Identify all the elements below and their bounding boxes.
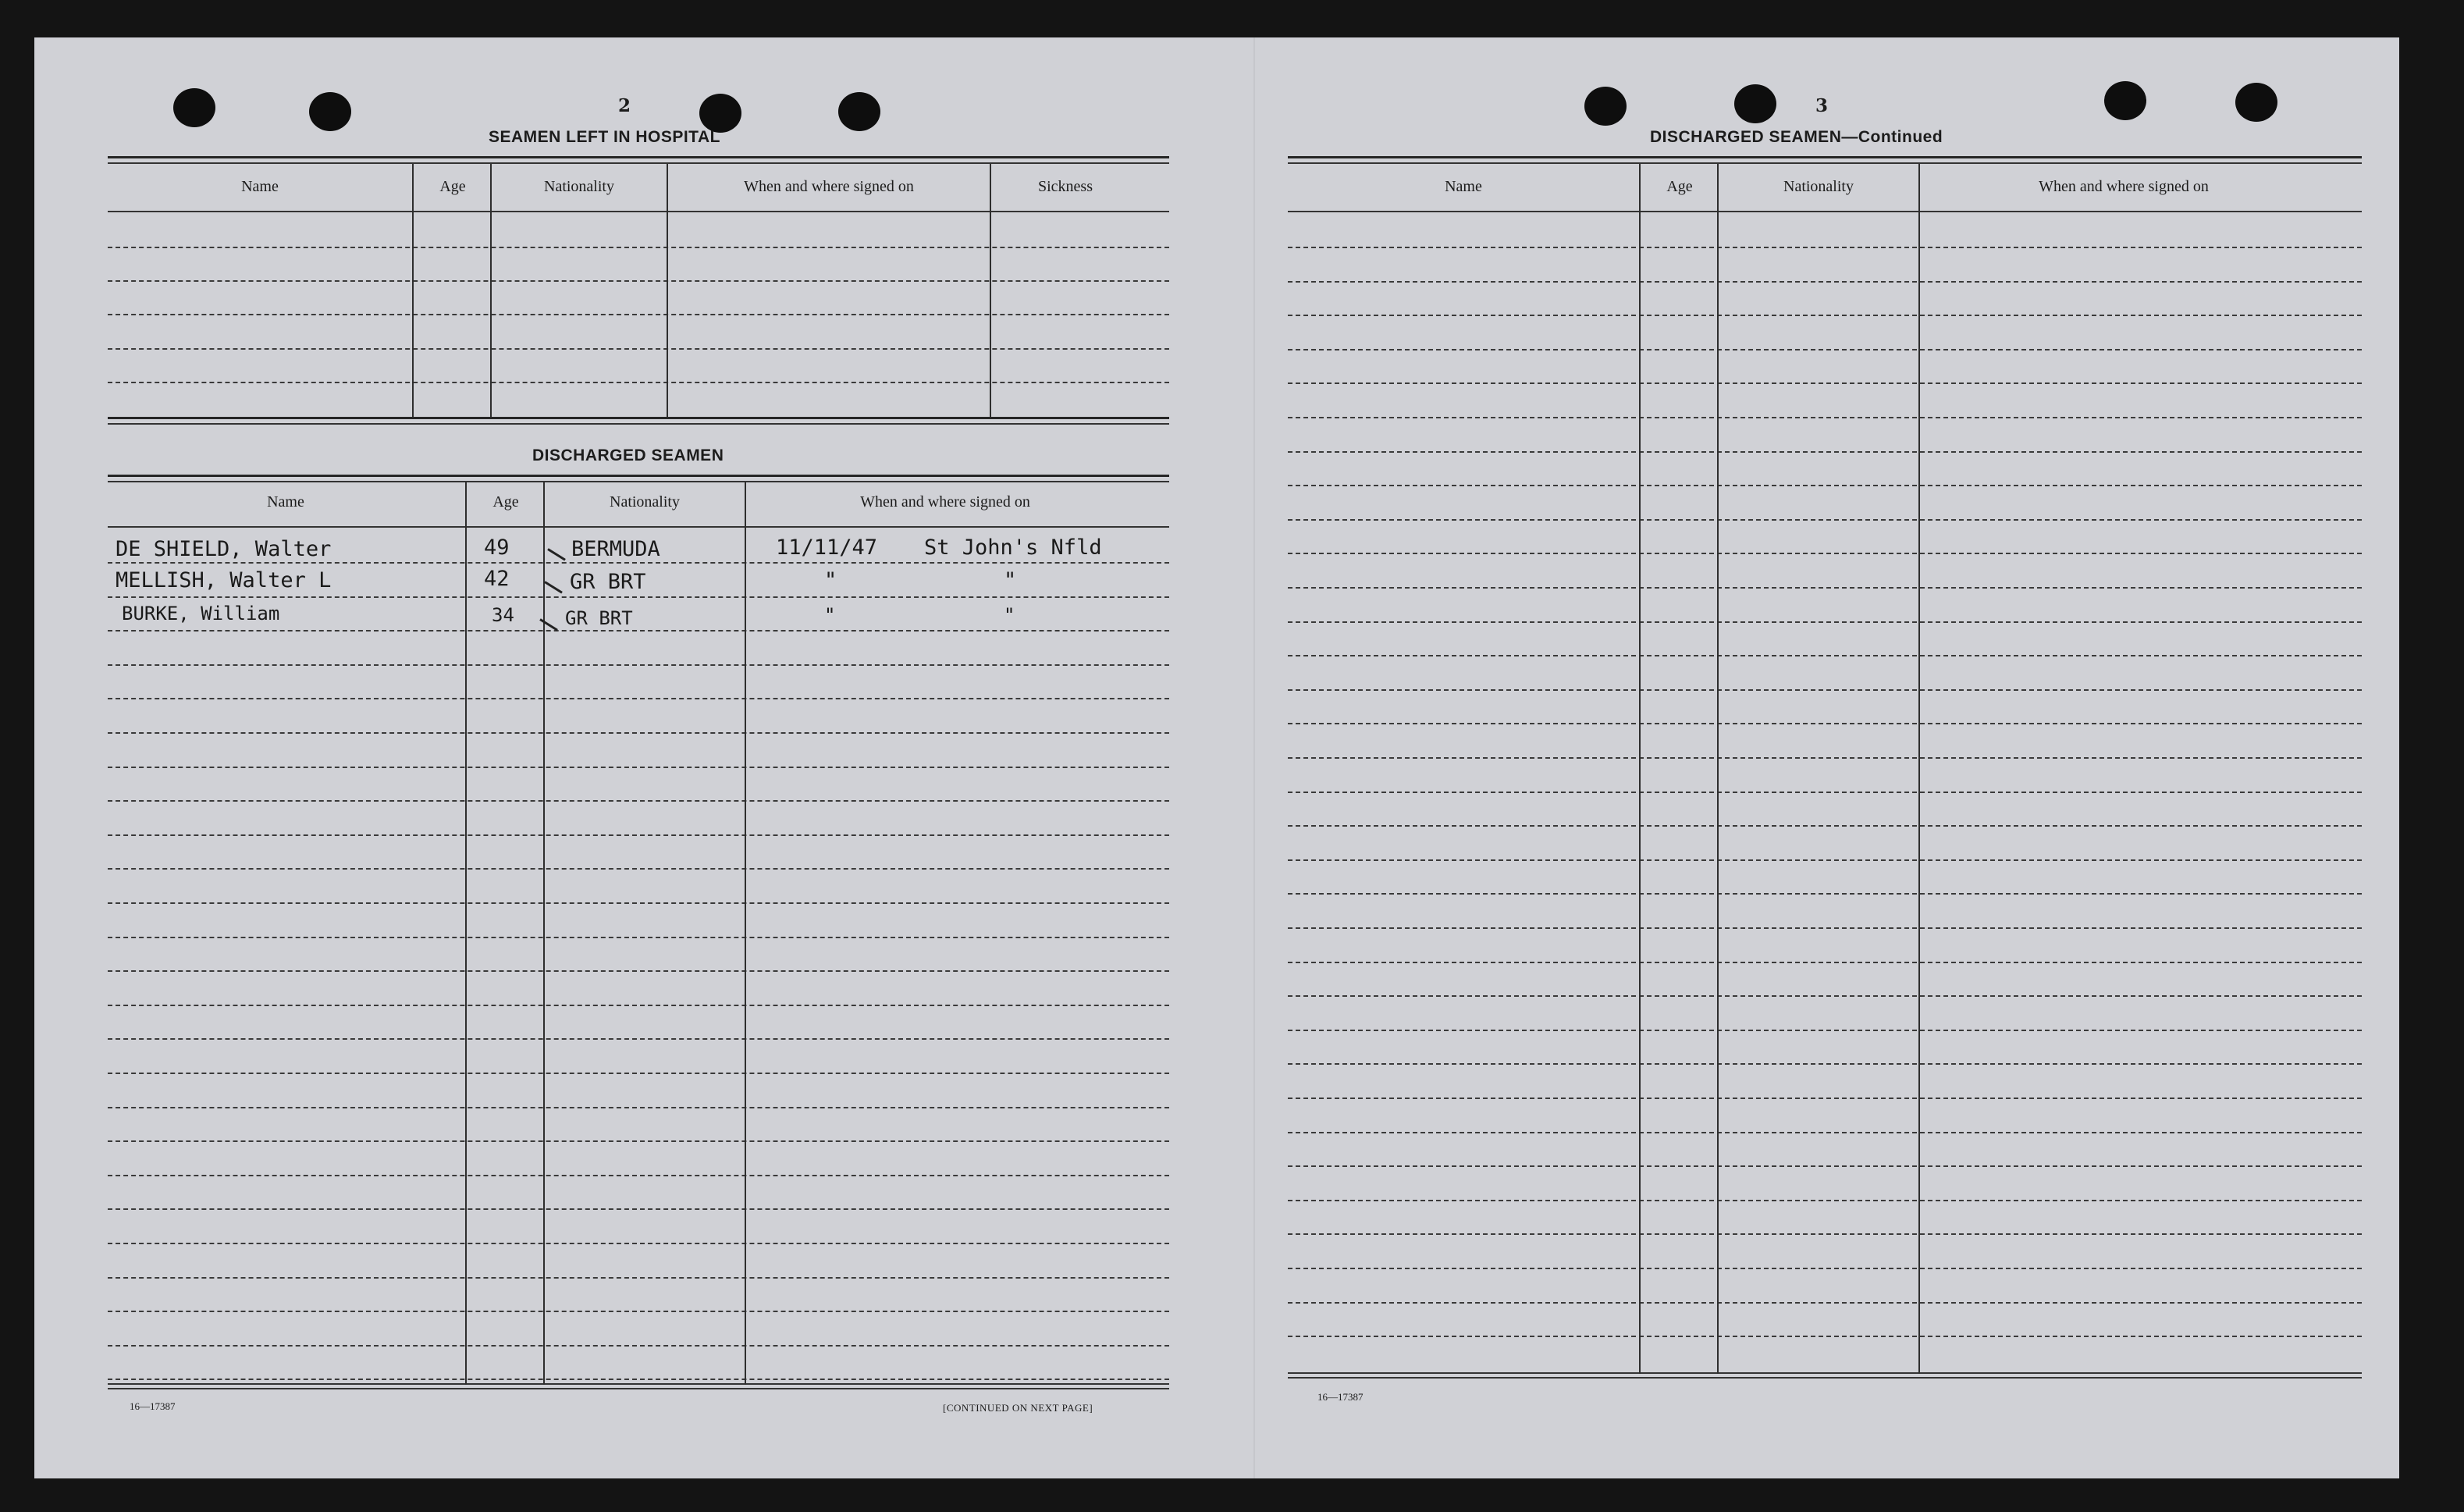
table-row-line: [1288, 655, 2362, 656]
hospital-col-divider: [490, 164, 492, 417]
check-mark: [544, 581, 563, 593]
discharged-col-name: Name: [267, 493, 304, 511]
seaman-name: BURKE, William: [122, 603, 280, 624]
page-number-left: 2: [618, 95, 631, 116]
seaman-nationality: GR BRT: [570, 570, 646, 594]
punch-hole: [2235, 83, 2277, 122]
hospital-row-line: [108, 348, 1169, 350]
hospital-section-title: SEAMEN LEFT IN HOSPITAL: [489, 128, 720, 146]
table-row-line: [108, 1038, 1169, 1040]
table-row-line: [108, 868, 1169, 870]
hospital-col-age: Age: [439, 178, 466, 195]
table-row-line: [108, 937, 1169, 938]
table-row-line: [108, 902, 1169, 904]
discharged-header-rule: [108, 526, 1169, 528]
discharged-top-rule: [108, 475, 1169, 477]
table-row-line: [1288, 893, 2362, 895]
seaman-age: 49: [484, 535, 510, 560]
table-row-line: [1288, 587, 2362, 589]
discharged-col-signed-on: When and where signed on: [860, 493, 1030, 511]
hospital-bottom-rule: [108, 417, 1169, 419]
discharged-col-divider: [745, 482, 746, 1385]
table-row-line: [1288, 485, 2362, 486]
page-number-right: 3: [1815, 95, 1829, 116]
seaman-age: 42: [484, 567, 510, 591]
punch-hole: [1734, 84, 1776, 123]
discharged-col-nationality: Nationality: [610, 493, 680, 511]
continued-note: [CONTINUED ON NEXT PAGE]: [943, 1402, 1093, 1414]
right-col-divider: [1918, 164, 1920, 1374]
right-section-title: [1650, 128, 1943, 147]
table-row-line: [1288, 1302, 2362, 1304]
table-row-line: [1288, 1098, 2362, 1099]
table-row-line: [1288, 1030, 2362, 1031]
table-row-line: [108, 1175, 1169, 1176]
discharged-col-divider: [465, 482, 467, 1385]
table-row-line: [1288, 349, 2362, 350]
punch-hole: [699, 94, 741, 133]
hospital-top-rule-2: [108, 162, 1169, 164]
right-header-rule: [1288, 211, 2362, 212]
table-row-line: [1288, 825, 2362, 827]
document-sheet: [34, 37, 2399, 1478]
table-row-line: [1288, 1268, 2362, 1269]
table-row-line: [108, 1311, 1169, 1312]
table-row-line: [1288, 315, 2362, 316]
table-row-line: [108, 630, 1169, 631]
hospital-row-line: [108, 247, 1169, 248]
discharged-bottom-rule-2: [108, 1388, 1169, 1389]
table-row-line: [1288, 1132, 2362, 1133]
table-row-line: [1288, 1233, 2362, 1235]
table-row-line: [1288, 995, 2362, 997]
check-mark: [547, 548, 566, 560]
right-col-nationality: Nationality: [1783, 178, 1854, 195]
hospital-col-divider: [412, 164, 414, 417]
table-row-line: [1288, 689, 2362, 691]
hospital-col-signed-on: When and where signed on: [744, 178, 914, 195]
hospital-row-line: [108, 280, 1169, 282]
table-row-line: [108, 800, 1169, 802]
table-row-line: [108, 562, 1169, 564]
discharged-section-title: DISCHARGED SEAMEN: [532, 446, 724, 464]
table-row-line: [108, 1107, 1169, 1108]
table-row-line: [108, 1243, 1169, 1244]
table-row-line: [108, 698, 1169, 699]
hospital-col-divider: [667, 164, 668, 417]
hospital-col-name: Name: [241, 178, 279, 195]
signed-on-date: ": [824, 568, 837, 592]
right-section-title-main: DISCHARGED SEAMEN: [1650, 128, 1842, 146]
punch-hole: [838, 92, 880, 131]
right-top-rule: [1288, 156, 2362, 158]
table-row-line: [1288, 553, 2362, 554]
table-row-line: [1288, 451, 2362, 453]
right-col-age: Age: [1666, 178, 1693, 195]
table-row-line: [1288, 1200, 2362, 1201]
hospital-col-nationality: Nationality: [544, 178, 614, 195]
table-row-line: [1288, 927, 2362, 929]
hospital-top-rule: [108, 156, 1169, 158]
hospital-header-rule: [108, 211, 1169, 212]
signed-on-place: ": [1004, 604, 1015, 626]
table-row-line: [1288, 962, 2362, 963]
table-row-line: [108, 1277, 1169, 1279]
right-section-title-suffix: —Continued: [1841, 128, 1943, 146]
right-col-divider: [1717, 164, 1719, 1374]
table-row-line: [108, 596, 1169, 598]
discharged-top-rule-2: [108, 481, 1169, 482]
discharged-col-age: Age: [492, 493, 519, 511]
seaman-name: MELLISH, Walter L: [116, 568, 332, 592]
right-top-rule-2: [1288, 162, 2362, 164]
table-row-line: [108, 1073, 1169, 1074]
table-row-line: [1288, 723, 2362, 724]
right-bottom-rule-2: [1288, 1377, 2362, 1379]
seaman-age: 34: [492, 604, 514, 626]
punch-hole: [309, 92, 351, 131]
punch-hole: [173, 88, 215, 127]
table-row-line: [108, 1379, 1169, 1380]
seaman-nationality: BERMUDA: [571, 537, 660, 561]
punch-hole: [2104, 81, 2146, 120]
table-row-line: [1288, 621, 2362, 623]
table-row-line: [108, 1140, 1169, 1142]
hospital-col-sickness: Sickness: [1038, 178, 1093, 195]
table-row-line: [108, 1345, 1169, 1347]
discharged-col-divider: [543, 482, 545, 1385]
punch-hole: [1584, 87, 1627, 126]
signed-on-place: ": [1004, 568, 1017, 592]
signed-on-place: St John's Nfld: [924, 535, 1102, 560]
table-row-line: [1288, 1063, 2362, 1065]
right-col-name: Name: [1445, 178, 1482, 195]
table-row-line: [1288, 417, 2362, 418]
hospital-row-line: [108, 382, 1169, 383]
hospital-row-line: [108, 314, 1169, 315]
table-row-line: [1288, 1165, 2362, 1167]
table-row-line: [1288, 247, 2362, 248]
table-row-line: [1288, 382, 2362, 384]
hospital-bottom-rule-2: [108, 423, 1169, 425]
table-row-line: [1288, 859, 2362, 861]
table-row-line: [1288, 1336, 2362, 1337]
table-row-line: [1288, 519, 2362, 521]
table-row-line: [108, 767, 1169, 768]
form-number-right: 16—17387: [1317, 1391, 1364, 1403]
seaman-nationality: GR BRT: [565, 607, 633, 629]
signed-on-date: ": [824, 604, 836, 626]
table-row-line: [108, 664, 1169, 666]
right-col-signed-on: When and where signed on: [2039, 178, 2209, 195]
table-row-line: [108, 970, 1169, 972]
table-row-line: [108, 1005, 1169, 1006]
page-fold: [1253, 37, 1255, 1478]
table-row-line: [108, 732, 1169, 734]
hospital-col-divider: [990, 164, 991, 417]
signed-on-date: 11/11/47: [776, 535, 878, 560]
table-row-line: [108, 834, 1169, 836]
table-row-line: [1288, 281, 2362, 283]
seaman-name: DE SHIELD, Walter: [116, 537, 332, 561]
table-row-line: [108, 1208, 1169, 1210]
table-row-line: [1288, 757, 2362, 759]
discharged-bottom-rule: [108, 1383, 1169, 1385]
table-row-line: [1288, 792, 2362, 793]
right-bottom-rule: [1288, 1372, 2362, 1374]
right-col-divider: [1639, 164, 1641, 1374]
form-number-left: 16—17387: [130, 1400, 176, 1412]
